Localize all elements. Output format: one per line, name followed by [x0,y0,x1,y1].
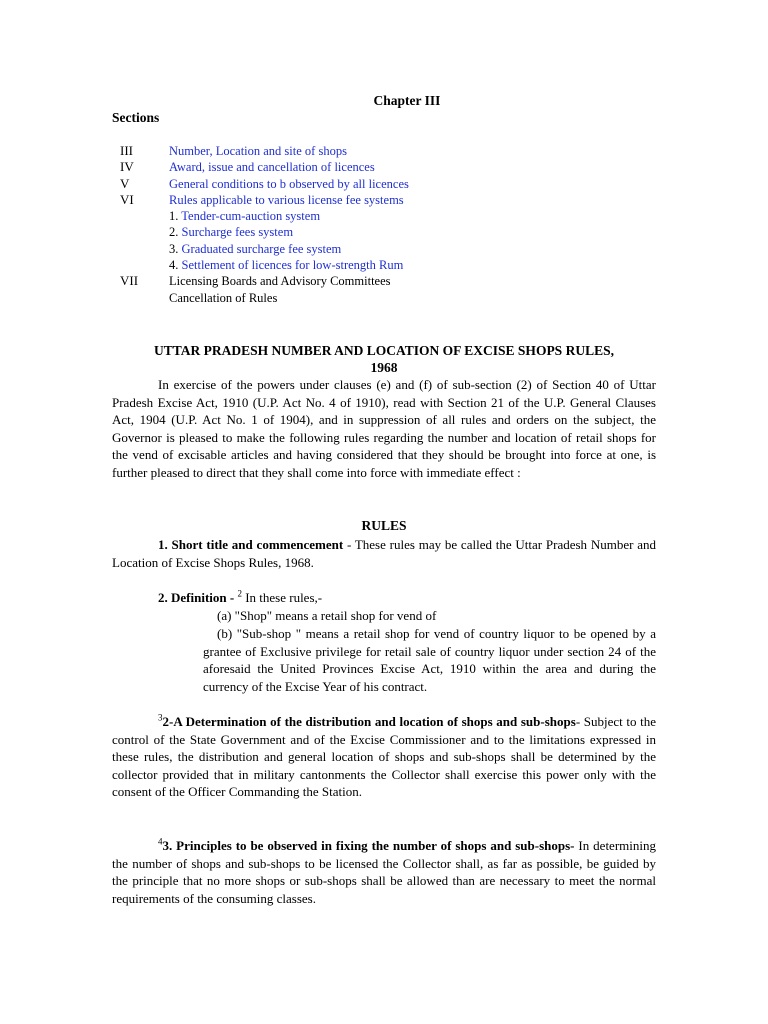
toc-link[interactable]: Award, issue and cancellation of licences [169,160,375,175]
toc-row [120,192,620,208]
toc-row [120,273,620,289]
toc-row [120,176,620,192]
definition-item-a: (a) "Shop" means a retail shop for vend of [217,608,437,623]
rule-1-title: 1. Short title and commencement [158,537,344,552]
footnote-marker: 3 [158,712,163,723]
toc-link[interactable]: General conditions to b observed by all licences [169,176,409,191]
rule-2a-title: 2-A Determination of the distribution and location of shops and sub-shops [162,714,576,729]
rule-1-paragraph [112,536,656,571]
toc-row [120,224,620,240]
rule-2a-body: - Subject to the control of the State Government and of the Excise Commissioner and to the limitations expressed in these rules, the distribution and general location of shops and sub-shops shall be determined by the collector provided that in military cantonments the Collector shall exercise this power only with the consent of the Officer Commanding the Station. [112,714,656,799]
rules-heading: RULES [361,518,407,533]
toc-link[interactable]: Settlement of licences for low-strength Rum [181,258,404,273]
rule-2a-paragraph [112,713,656,801]
toc-section-number: V [120,175,130,191]
toc-row [120,290,620,306]
toc-subitem-number: 3. [169,241,182,256]
rule-2-body: In these rules,- [241,590,323,605]
toc-subitem [169,224,293,240]
toc-link[interactable]: Graduated surcharge fee system [181,241,342,256]
footnote-marker: 2 [237,588,242,599]
toc-section-number: VI [120,191,134,207]
toc-subitem-number: 1. [169,209,182,224]
rule-3-body: In determining the number of shops and sub-shops to be licensed the Collector shall, as far as possible, be guided by the principle that no more shops or sub-shops shall be allowed than are necessary to meet the normal requirements of the consuming classes. [112,838,656,906]
toc-subitem [169,257,403,273]
toc-section-number [120,208,169,224]
toc-section-number: IV [120,159,134,175]
toc-section-number [120,241,169,257]
toc-row [120,241,620,257]
chapter-title: Chapter III [373,93,441,108]
toc-section-number [120,257,169,273]
toc-entry-text: Cancellation of Rules [169,290,278,305]
toc-row [120,143,620,159]
toc-entry-text: Licensing Boards and Advisory Committees [169,274,391,289]
toc-link[interactable]: Tender-cum-auction system [181,209,321,224]
footnote-marker: 4 [158,836,163,847]
toc-row [120,208,620,224]
definition-item-b: (b) "Sub-shop " means a retail shop for vend of country liquor to be opened by a grantee of Exclusive privilege for retail sale of country liquor under section 24 of the aforesaid the United Provinces Excise Act, 1910 within the area and during the currency of the Excise Year of his contract. [203,626,656,694]
rule-2-paragraph [112,589,656,607]
sections-label: Sections [112,110,160,125]
toc-subitem-number: 4. [169,258,182,273]
toc-link[interactable]: Surcharge fees system [181,225,294,240]
rule-1-body: - These rules may be called the Uttar Pradesh Number and Location of Excise Shops Rules, 1968. [112,537,656,570]
toc-section-number [120,290,169,306]
preamble-paragraph: In exercise of the powers under clauses (e) and (f) of sub-section (2) of Section 40 of Uttar Pradesh Excise Act, 1910 (U.P. Act No. 4 of 1910), read with Section 21 of the U.P. General Clauses Act, 1904 (U.P. Act No. 1 of 1904), and in suppression of all rules and orders on the subject, the Governor is pleased to make the following rules regarding the number and location of retail shops for the vend of excisable articles and having considered that they should be brought into force at one, is further pleased to direct that they shall come into force with immediate effect : [112,377,656,480]
toc-row [120,257,620,273]
toc-link[interactable]: Number, Location and site of shops [169,144,347,158]
act-title-year: 1968 [370,360,398,375]
toc-section-number: III [120,143,133,158]
act-title-line: UTTAR PRADESH NUMBER AND LOCATION OF EXCISE SHOPS RULES, [154,343,614,358]
rule-3-title: 3. Principles to be observed in fixing the number of shops and sub-shops- [162,838,575,853]
toc-subitem-number: 2. [169,225,182,240]
rule-3-paragraph [112,837,656,907]
toc-section-number [120,224,169,240]
act-title [112,342,656,376]
toc-section-number: VII [120,273,139,289]
toc-subitem [169,208,320,224]
toc-row [120,159,620,175]
rule-2-title: 2. Definition - [158,590,238,605]
toc-subitem [169,241,341,257]
table-of-contents [120,143,620,306]
toc-link[interactable]: Rules applicable to various license fee systems [169,192,404,207]
